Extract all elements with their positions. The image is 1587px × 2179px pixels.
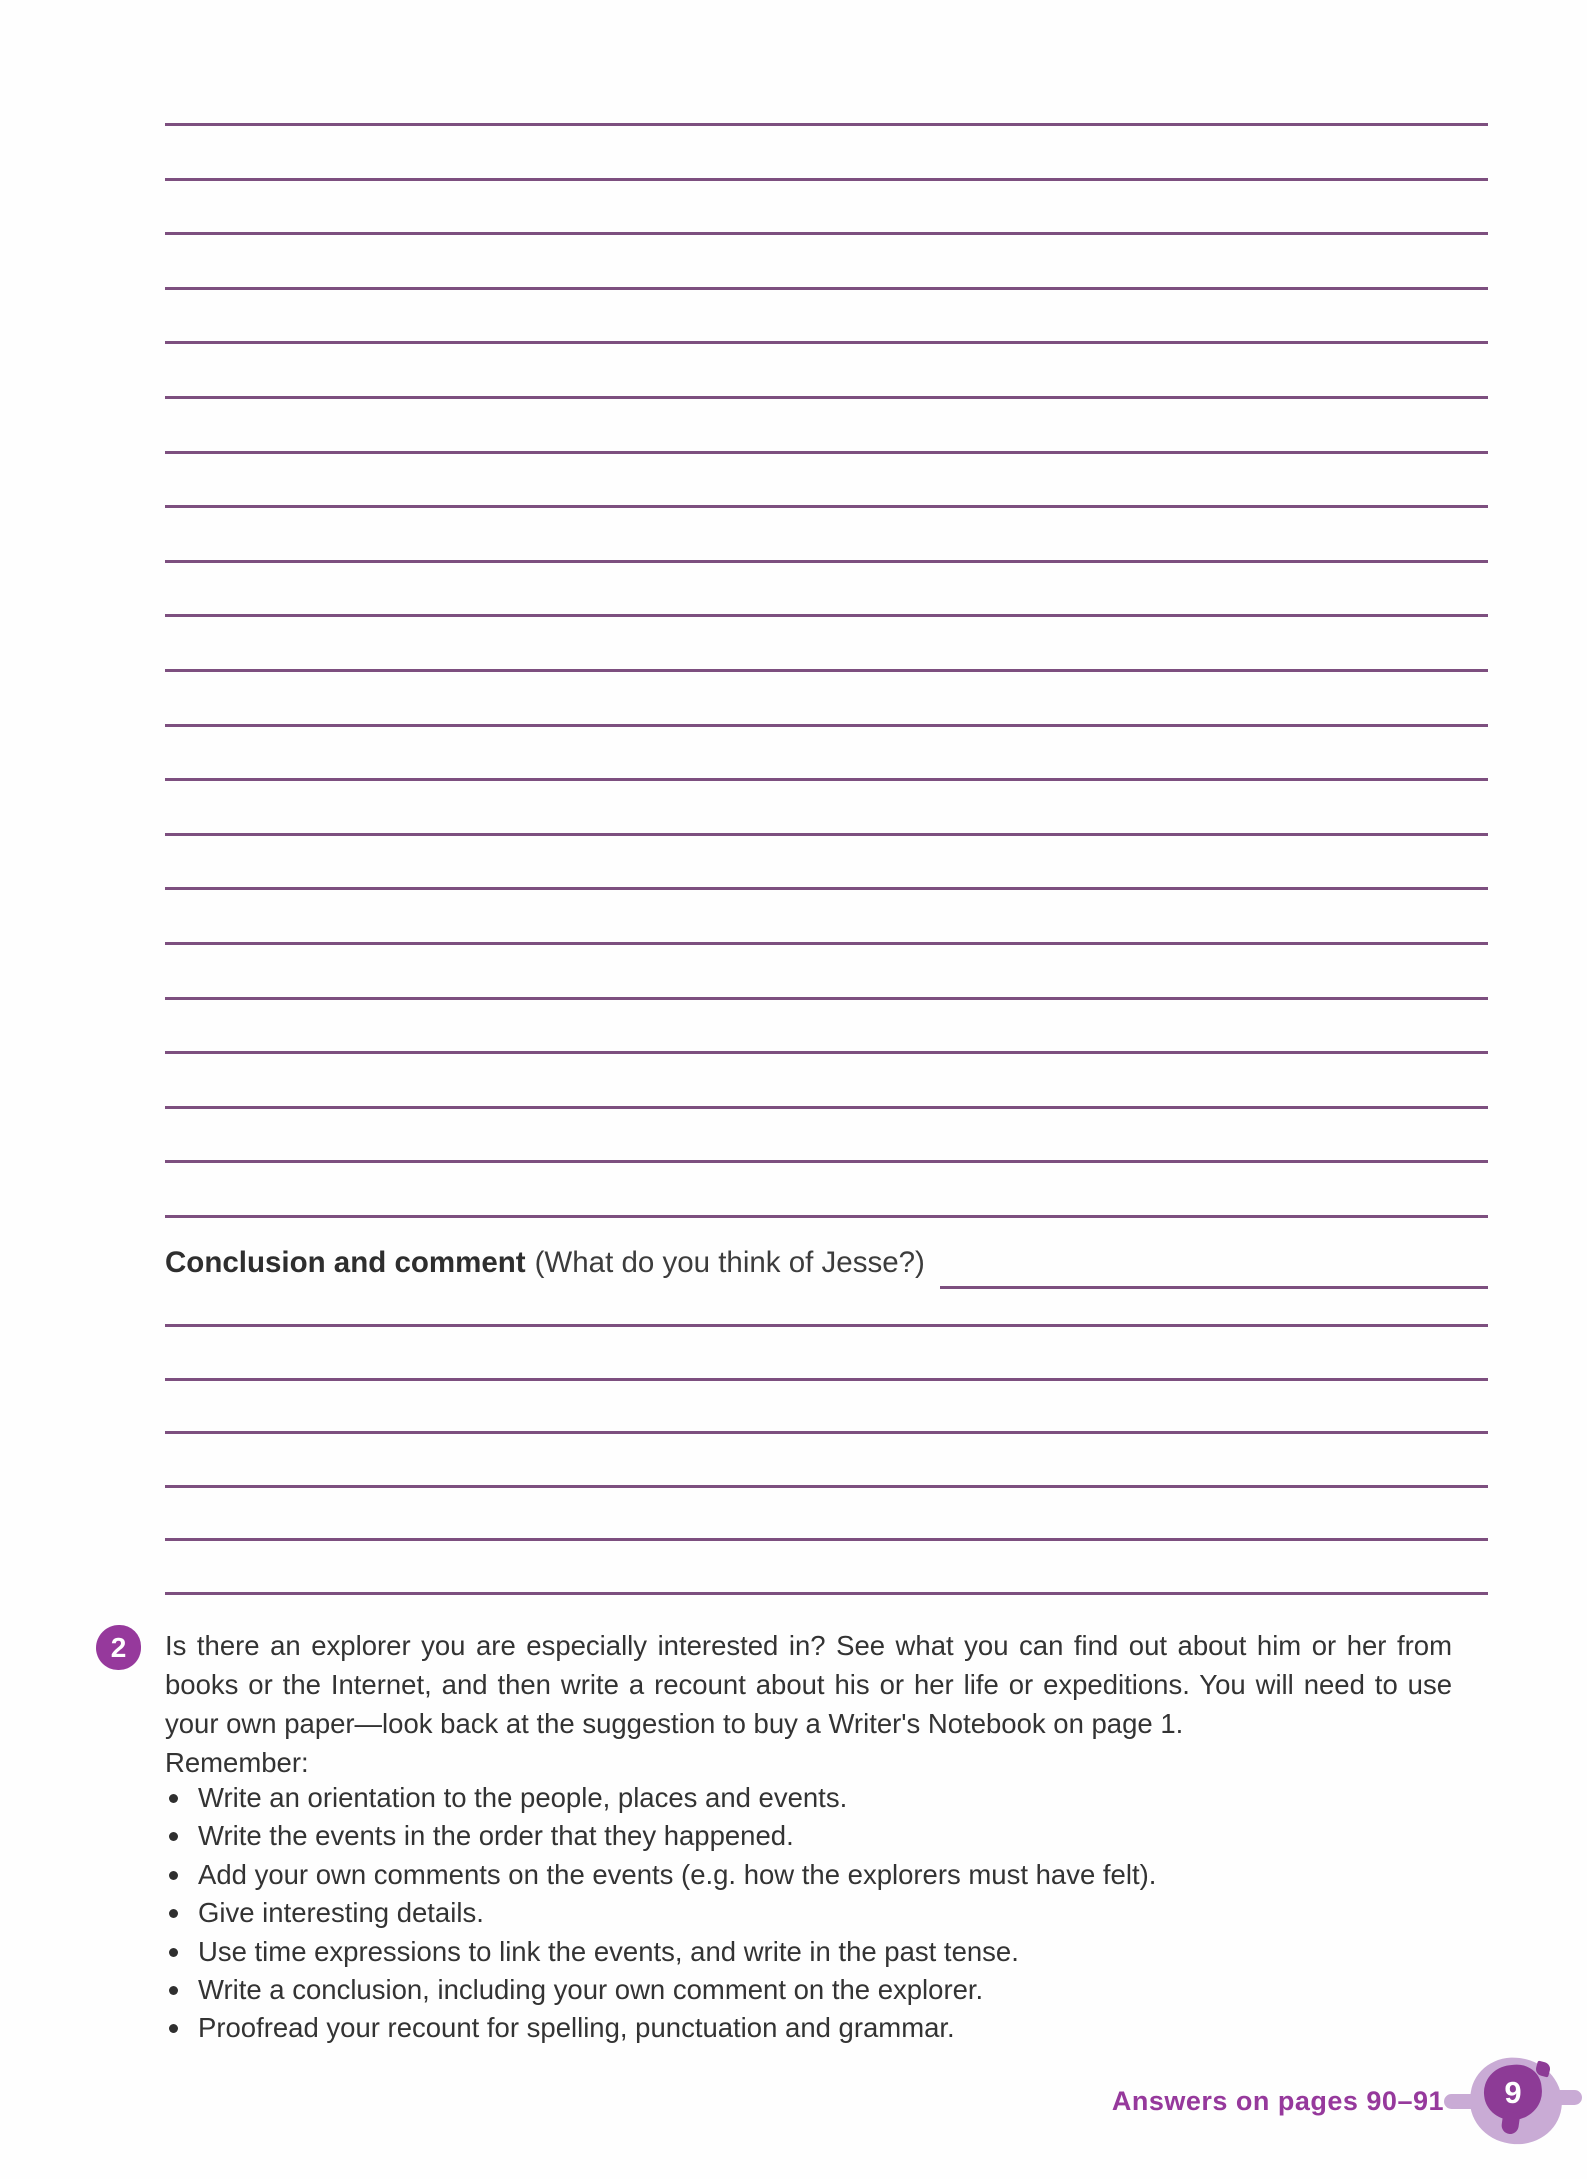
writing-line [165, 178, 1488, 233]
writing-line [165, 997, 1488, 1052]
writing-line [165, 887, 1488, 942]
writing-line [165, 1378, 1488, 1432]
writing-line [165, 778, 1488, 833]
task-number: 2 [110, 1631, 127, 1663]
writing-line [165, 1538, 1488, 1592]
writing-line [165, 1106, 1488, 1161]
writing-line [165, 1485, 1488, 1539]
task-2-checklist [165, 1779, 1465, 2048]
writing-line [165, 833, 1488, 888]
conclusion-label: Conclusion and comment [165, 1246, 526, 1279]
writing-line [165, 560, 1488, 615]
checklist-item: Proofread your recount for spelling, punctuation and grammar. [165, 2009, 1465, 2047]
writing-line [165, 341, 1488, 396]
checklist-item: Write a conclusion, including your own comment on the explorer. [165, 1971, 1465, 2009]
writing-line [165, 614, 1488, 669]
conclusion-prompt: (What do you think of Jesse?) [534, 1246, 925, 1279]
task-2-remember-label: Remember: [165, 1747, 309, 1778]
writing-line [165, 451, 1488, 506]
conclusion-blank-line [940, 1240, 1488, 1289]
checklist-item: Add your own comments on the events (e.g. how the explorers must have felt). [165, 1856, 1465, 1894]
writing-line [165, 942, 1488, 997]
writing-line [165, 232, 1488, 287]
writing-line [165, 287, 1488, 342]
writing-line [165, 123, 1488, 178]
page-number-badge [1440, 2052, 1587, 2157]
writing-line [165, 1431, 1488, 1485]
writing-line [165, 724, 1488, 779]
checklist-item: Give interesting details. [165, 1894, 1465, 1932]
checklist-item: Write the events in the order that they happened. [165, 1817, 1465, 1855]
writing-lines-top [165, 123, 1488, 1269]
task-2-number-badge [96, 1625, 141, 1670]
writing-line [165, 1051, 1488, 1106]
checklist-item: Write an orientation to the people, places and events. [165, 1779, 1465, 1817]
checklist-item: Use time expressions to link the events, and write in the past tense. [165, 1933, 1465, 1971]
writing-line [165, 669, 1488, 724]
task-2-instructions: Is there an explorer you are especially interested in? See what you can find out about him or her from books or the Internet, and then write a recount about his or her life or expeditions. You will need to use your own paper—look back at the suggestion to buy a Writer's Notebook on page 1. [165, 1630, 1452, 1739]
writing-line [165, 396, 1488, 451]
page-number: 9 [1504, 2074, 1522, 2110]
writing-line [165, 505, 1488, 560]
writing-lines-bottom [165, 1324, 1488, 1646]
writing-line [165, 1160, 1488, 1215]
conclusion-row [165, 1240, 1488, 1289]
writing-line [165, 1324, 1488, 1378]
answers-reference: Answers on pages 90–91 [1111, 2086, 1444, 2116]
